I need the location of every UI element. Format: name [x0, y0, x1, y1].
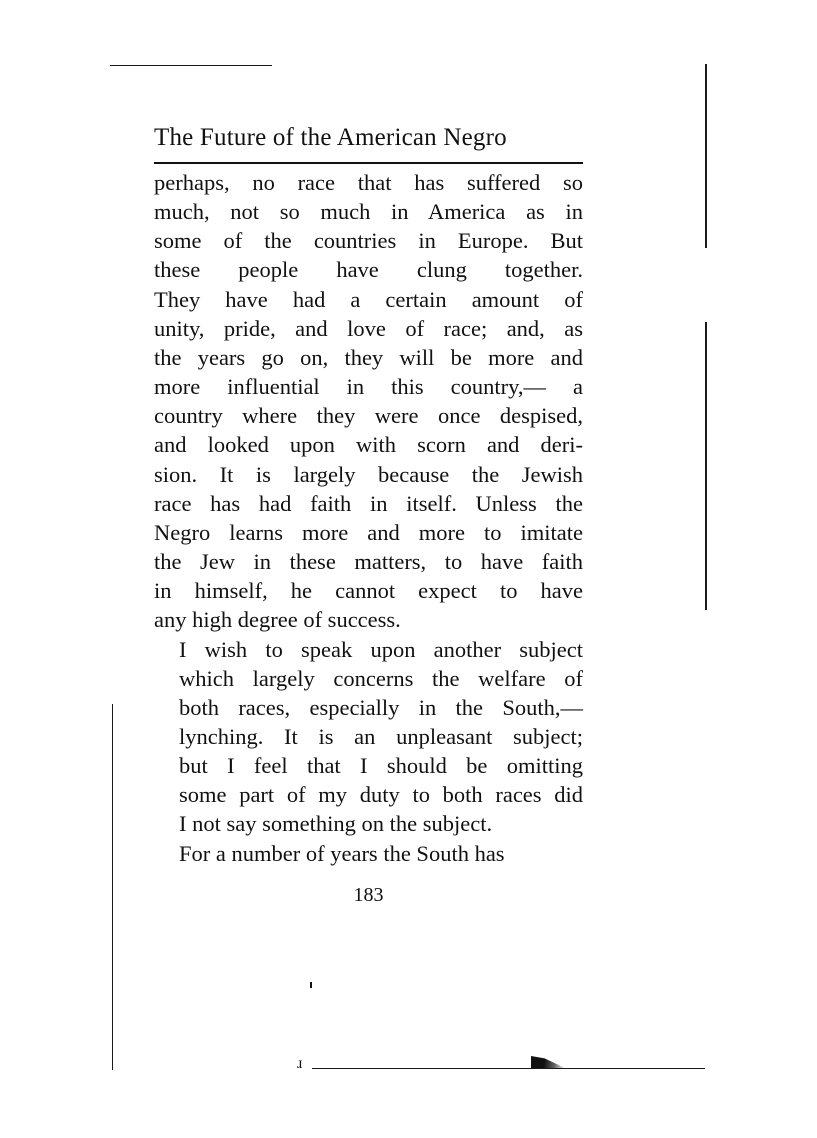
text-line: I not say something on the subject. — [179, 811, 493, 837]
scan-artifact-bottom-rule — [312, 1068, 705, 1069]
text-line: much, not so much in America as in — [154, 199, 583, 225]
text-line: race has had faith in itself. Unless the — [154, 490, 583, 516]
text-line: unity, pride, and love of race; and, as — [154, 315, 583, 341]
text-line: lynching. It is an unpleasant subject; — [179, 723, 583, 749]
text-line: Negro learns more and more to imitate — [154, 519, 583, 545]
text-line: any high degree of success. — [154, 607, 401, 633]
text-line: more influential in this country,— a — [154, 374, 583, 400]
text-line: They have had a certain amount of — [154, 286, 583, 312]
text-line: country where they were once despised, — [154, 403, 583, 429]
scan-artifact-blot: ɹ — [297, 1055, 303, 1072]
text-line: which largely concerns the welfare of — [179, 665, 583, 691]
text-line: in himself, he cannot expect to have — [154, 578, 583, 604]
book-page — [154, 118, 583, 868]
text-line: but I feel that I should be omitting — [179, 753, 583, 779]
scan-artifact-right-margin-line — [705, 322, 707, 610]
text-line: and looked upon with scorn and deri- — [154, 432, 583, 458]
paragraph — [154, 168, 583, 635]
text-line: the Jew in these matters, to have faith — [154, 549, 583, 575]
text-line: For a number of years the South has — [179, 840, 505, 866]
running-head: The Future of the American Negro — [154, 118, 583, 164]
text-line: sion. It is largely because the Jewish — [154, 461, 583, 487]
text-line: I wish to speak upon another subject — [179, 636, 583, 662]
text-line: perhaps, no race that has suffered so — [154, 170, 583, 195]
scan-artifact-right-margin-line — [705, 64, 707, 248]
scan-artifact-speck — [310, 982, 312, 988]
text-line: these people have clung together. — [154, 257, 583, 283]
paragraph — [154, 635, 583, 839]
text-line: both races, especially in the South,— — [179, 694, 583, 720]
paragraph — [154, 839, 583, 868]
scan-artifact-left-margin-line — [112, 704, 113, 1070]
text-line: some part of my duty to both races did — [179, 782, 583, 808]
scan-artifact-top-rule — [110, 65, 272, 66]
body-text — [154, 168, 583, 868]
page-number: 183 — [353, 884, 384, 906]
scan-artifact-blot — [531, 1056, 565, 1068]
text-line: the years go on, they will be more and — [154, 344, 583, 370]
text-line: some of the countries in Europe. But — [154, 228, 583, 254]
